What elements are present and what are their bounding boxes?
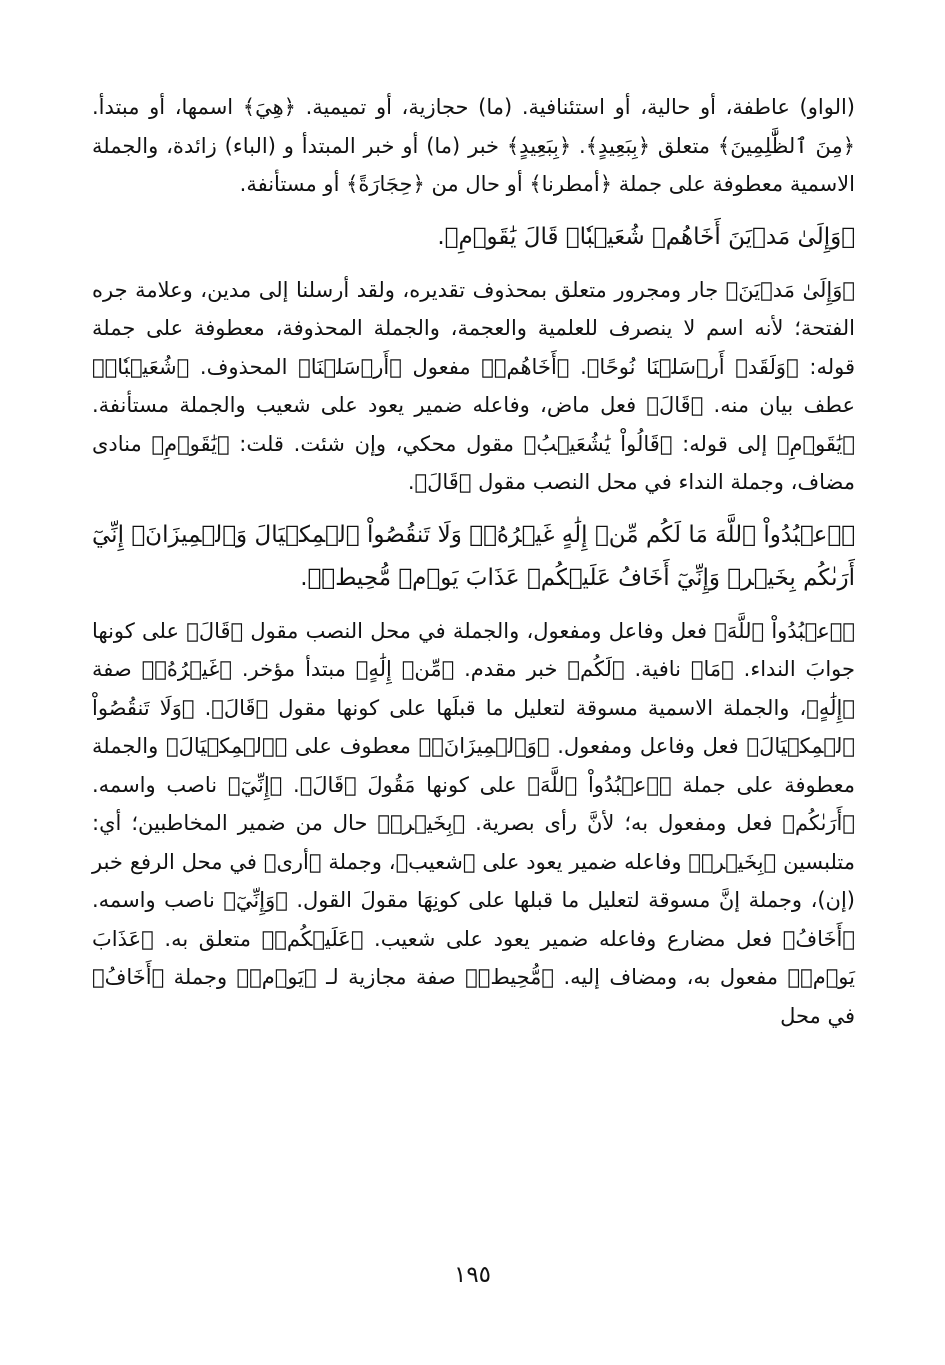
paragraph-grammar-3: ﴿ٱعۡبُدُواْ ٱللَّهَ﴾ فعل وفاعل ومفعول، والجملة في محل النصب مقول ﴿قَالَ﴾ على كونها جوابَ النداء. ﴿مَا﴾ نافية. ﴿لَكُم﴾ خبر مقدم. ﴿مِّنۡ إِلَٰهٍ﴾ مبتدأ مؤخر. ﴿غَيۡرُهُۥ﴾ صفة ﴿إِلَٰهٍ﴾، والجملة الاسمية مسوقة لتعليل ما قبلَها على كونها مقول ﴿قَالَ﴾. ﴿وَلَا تَنقُصُواْ ٱلۡمِكۡيَالَ﴾ فعل وفاعل ومفعول. ﴿وَٱلۡمِيزَانَۖ﴾ معطوف على ﴿ٱلۡمِكۡيَالَ﴾ والجملة معطوفة على جملة ﴿ٱعۡبُدُواْ ٱللَّهَ﴾ على كونها مَقُولَ ﴿قَالَ﴾. ﴿إِنِّيٓ﴾ ناصب واسمه. ﴿أَرَىٰكُم﴾ فعل ومفعول به؛ لأنَّ رأى بصرية. ﴿بِخَيۡرٖ﴾ حال من ضمير المخاطبين؛ أي: متلبسين ﴿بِخَيۡرٖ﴾ وفاعله ضمير يعود على ﴿شعيب﴾، وجملة ﴿أرى﴾ في محل الرفع خبر (إن)، وجملة إنَّ مسوقة لتعليل ما قبلها على كونِهَا مقولَ القول. ﴿وَإِنِّيٓ﴾ ناصب واسمه. ﴿أَخَافُ﴾ فعل مضارع وفاعله ضمير يعود على شعيب. ﴿عَلَيۡكُمۡ﴾ متعلق به. ﴿عَذَابَ يَوۡمٖ﴾ مفعول به، ومضاف إليه. ﴿مُّحِيطٖ﴾ صفة مجازية لـ ﴿يَوۡمٖ﴾ وجملة ﴿أَخَافُ﴾ في محل bbox=[92, 618, 855, 1028]
spacer bbox=[92, 600, 855, 612]
quran-verse-1: ﴿وَإِلَىٰ مَدۡيَنَ أَخَاهُمۡ شُعَيۡبٗاۚ قَالَ يَٰقَوۡمِ﴾. bbox=[437, 223, 855, 250]
paragraph-grammar-2: ﴿وَإِلَىٰ مَدۡيَنَ﴾ جار ومجرور متعلق بمحذوف تقديره، ولقد أرسلنا إلى مدين، وعلامة جره الفتحة؛ لأنه اسم لا ينصرف للعلمية والعجمة، والجملة المحذوفة، معطوفة على جملة قوله: ﴿وَلَقَدۡ أَرۡسَلۡنَا نُوحًا﴾. ﴿أَخَاهُمۡ﴾ مفعول ﴿أَرۡسَلۡنَا﴾ المحذوف. ﴿شُعَيۡبٗاۚ﴾ عطف بيان منه. ﴿قَالَ﴾ فعل ماض، وفاعله ضمير يعود على شعيب والجملة مستأنفة. ﴿يَٰقَوۡمِ﴾ إلى قوله: ﴿قَالُواْ يَٰشُعَيۡبُ﴾ مقول محكي، وإن شئت. قلت: ﴿يَٰقَوۡمِ﴾ منادى مضاف، وجملة النداء في محل النصب مقول ﴿قَالَ﴾. bbox=[92, 277, 855, 494]
spacer bbox=[92, 204, 855, 216]
quran-verse-2: ﴿ٱعۡبُدُواْ ٱللَّهَ مَا لَكُم مِّنۡ إِلَٰهٍ غَيۡرُهُۥۖ وَلَا تَنقُصُواْ ٱلۡمِكۡيَالَ وَٱلۡمِيزَانَۖ إِنِّيٓ أَرَىٰكُم بِخَيۡرٖ وَإِنِّيٓ أَخَافُ عَلَيۡكُمۡ عَذَابَ يَوۡمٖ مُّحِيطٖ﴾. bbox=[92, 521, 855, 591]
spacer bbox=[92, 259, 855, 271]
paragraph-grammar-1: (الواو) عاطفة، أو حالية، أو استئنافية. (ما) حجازية، أو تميمية. ﴿هِيَ﴾ اسمها، أو مبتدأ. ﴿مِنَ ٱلظَّٰلِمِينَ﴾ متعلق ﴿بِبَعِيدٍ﴾. ﴿بِبَعِيدٍ﴾ خبر (ما) أو خبر المبتدأ و (الباء) زائدة، والجملة الاسمية معطوفة على جملة ﴿أمطرنا﴾ أو حال من ﴿حِجَارَةً﴾ أو مستأنفة. bbox=[92, 95, 855, 196]
page-number: ١٩٥ bbox=[453, 1262, 492, 1288]
spacer bbox=[92, 502, 855, 514]
